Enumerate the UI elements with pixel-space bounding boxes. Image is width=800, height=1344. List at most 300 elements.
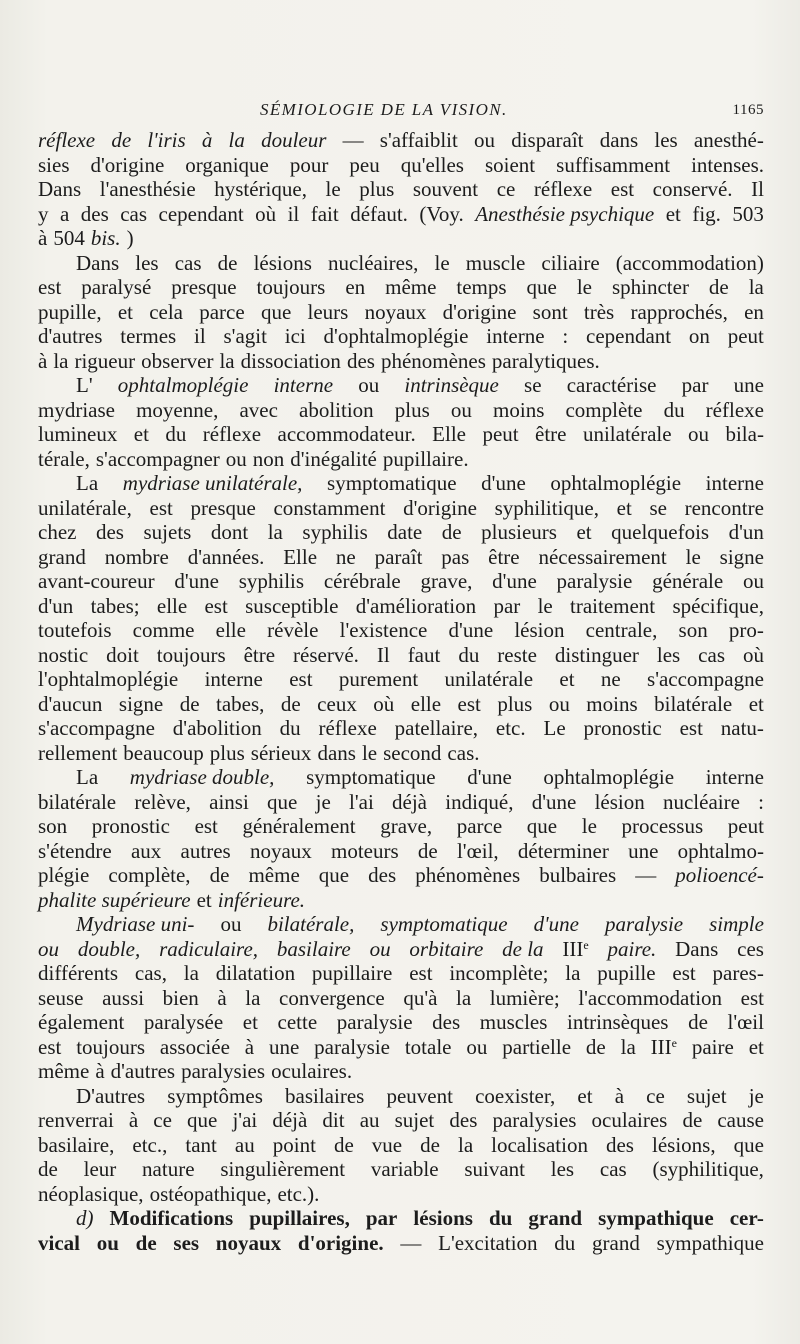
text-word: cause <box>717 1108 764 1132</box>
text-word: d'une <box>531 789 577 814</box>
text-line <box>38 153 764 178</box>
text-word: bila- <box>725 422 764 446</box>
text-word: polioencé- <box>675 863 764 887</box>
text-word: cas <box>698 642 725 667</box>
text-word: s'accompagne <box>647 667 764 691</box>
text-word: intenses. <box>691 152 764 177</box>
text-word: complète, <box>108 863 191 887</box>
text-word: les <box>550 1157 575 1181</box>
text-word: plus <box>394 397 430 422</box>
text-word: traitement <box>570 593 656 618</box>
text-line <box>38 912 764 937</box>
text-word: toujours <box>156 642 226 667</box>
text-word: intrinsèque <box>404 373 499 397</box>
text-word: interne <box>273 373 334 397</box>
text-word: le <box>581 814 597 838</box>
text-word: grand <box>38 544 86 569</box>
text-word: ) <box>126 226 134 250</box>
text-word: symptômes <box>167 1083 263 1108</box>
text-word: l'œil, <box>456 838 499 863</box>
text-word: réflexe <box>705 397 764 422</box>
text-word: caractérise <box>566 373 657 397</box>
text-word: convergence <box>279 985 385 1010</box>
text-word: que <box>260 299 292 324</box>
text-word: ou <box>742 569 764 593</box>
text-word: L' <box>76 373 93 397</box>
text-word: moins <box>586 691 638 716</box>
text-word: cas <box>174 250 202 275</box>
text-word: d'aucun <box>38 691 103 716</box>
text-word: et <box>665 201 681 226</box>
text-word: l'accommodation <box>578 985 723 1010</box>
text-line <box>38 1206 764 1231</box>
text-word: qu'elles <box>400 152 464 177</box>
text-word: d) <box>76 1206 94 1230</box>
text-word: presque <box>190 495 256 520</box>
text-word: en <box>744 299 764 324</box>
text-word: que <box>318 863 350 887</box>
text-word: que <box>526 814 558 838</box>
text-word: ne <box>335 544 356 569</box>
text-line <box>38 667 764 692</box>
text-word: sies <box>38 152 70 177</box>
text-word: (accommodation) <box>615 250 764 275</box>
text-word: Modifications <box>109 1206 234 1230</box>
text-word: — <box>342 128 364 152</box>
text-word: est <box>672 961 696 985</box>
text-word: est <box>204 593 228 618</box>
text-word: du <box>279 716 301 740</box>
text-word: bis. <box>90 226 121 250</box>
text-word: vue <box>371 1132 403 1157</box>
text-word: cela <box>149 299 183 324</box>
text-word: unilatérale <box>444 667 534 691</box>
text-word: spécifique, <box>672 593 764 618</box>
text-word: d'origine <box>442 299 517 324</box>
text-word: parce <box>199 299 245 324</box>
text-word: est <box>610 177 635 201</box>
text-word: elle <box>215 618 246 642</box>
text-word: souvent <box>412 177 479 201</box>
text-word: muscles <box>479 1010 548 1034</box>
text-word: par <box>493 593 521 618</box>
text-word: des <box>432 1010 461 1034</box>
text-word: point <box>272 1132 316 1157</box>
text-word: paralysie <box>314 1034 390 1059</box>
text-word: les <box>135 250 159 275</box>
text-word: du <box>663 397 685 422</box>
text-word: être <box>243 642 276 667</box>
text-word: ceux <box>317 691 357 716</box>
text-line <box>38 349 764 374</box>
text-word: réflexe <box>318 716 377 740</box>
text-word: d'inégalité <box>290 446 377 471</box>
text-word: noyaux <box>364 299 427 324</box>
text-word: chez <box>38 520 77 544</box>
text-line <box>38 814 764 839</box>
text-line <box>38 961 764 986</box>
text-word: très <box>583 299 615 324</box>
text-word: Elle <box>283 544 318 569</box>
text-word: défaut. <box>350 201 408 226</box>
text-word: interne <box>486 324 545 348</box>
text-word: rellement <box>38 740 118 765</box>
text-word: néoplasique, <box>38 1181 144 1206</box>
text-word: mydriase unilatérale, <box>122 471 303 495</box>
text-word: du <box>458 642 480 667</box>
text-word: je <box>748 1083 764 1108</box>
text-word: tabes; <box>90 593 140 618</box>
text-word: Il <box>376 642 390 667</box>
text-word: sphincter <box>611 275 689 299</box>
text-word: dit <box>322 1108 345 1132</box>
text-word: d'une <box>533 912 579 936</box>
text-word: qu'à <box>403 985 438 1010</box>
text-word: que <box>526 275 557 299</box>
text-word: dilatation <box>215 961 296 985</box>
text-word: sympathique <box>656 1230 764 1255</box>
text-word: phénomènes <box>380 348 486 373</box>
text-word: de <box>209 863 230 887</box>
text-word: disparaît <box>511 128 584 152</box>
text-word: syphilis <box>238 569 305 593</box>
text-word: d'origine <box>403 495 477 520</box>
text-word: abolition <box>299 397 374 422</box>
text-word: renverrai <box>38 1108 114 1132</box>
text-word: l'anesthésie <box>99 177 196 201</box>
text-word: oculaires <box>591 1108 668 1132</box>
text-word: à <box>128 1108 139 1132</box>
text-word: de <box>333 1132 354 1157</box>
text-word: Mydriase uni- <box>76 912 195 936</box>
text-word: de <box>708 275 729 299</box>
text-word: des <box>368 863 397 887</box>
text-word: où <box>255 201 277 226</box>
text-word: : <box>758 789 764 814</box>
text-word: ophtalmo- <box>677 838 764 863</box>
text-word: est <box>679 716 703 740</box>
text-word: se <box>524 373 542 397</box>
text-word: indiqué, <box>445 789 514 814</box>
text-word: unilatérale, <box>38 495 132 520</box>
text-word: des <box>346 348 375 373</box>
text-word: grave, <box>380 814 433 838</box>
text-word: plus <box>359 177 395 201</box>
text-word: dont <box>210 520 249 544</box>
text-line <box>38 447 764 472</box>
text-word: de <box>179 691 200 716</box>
text-word: etc., <box>132 1132 168 1157</box>
text-word: phalite supérieure <box>38 887 191 912</box>
text-word: d'années. <box>187 544 265 569</box>
text-word: pupillaire. <box>382 446 469 471</box>
text-word: peut <box>727 814 764 838</box>
text-word: rigueur <box>74 348 136 373</box>
text-word: conservé. <box>652 177 733 201</box>
text-line <box>38 692 764 717</box>
text-word: est <box>409 961 433 985</box>
text-word: hystérique, <box>214 177 307 201</box>
text-word: il <box>287 201 300 226</box>
text-word: bilatérale, <box>267 912 355 936</box>
text-word: ou <box>369 936 391 961</box>
text-word: le <box>434 250 450 275</box>
text-word: symptomatique <box>306 765 436 789</box>
text-word: d'abolition <box>172 716 262 740</box>
text-word: cas <box>599 1157 627 1181</box>
text-word: d'un <box>728 520 764 544</box>
text-word: lumière; <box>489 985 560 1010</box>
text-word: de <box>585 1034 606 1059</box>
text-word: ou <box>450 397 472 422</box>
text-word: son <box>38 814 68 838</box>
text-word: ce <box>496 177 516 201</box>
text-word: la <box>245 985 261 1010</box>
text-word: toujours <box>76 1034 146 1059</box>
text-word: s'accompagner <box>95 446 220 471</box>
text-word: les <box>656 642 681 667</box>
text-word: purement <box>338 667 419 691</box>
text-word: de <box>417 838 438 863</box>
text-line <box>38 1084 764 1109</box>
text-word: lésions, <box>652 1132 716 1157</box>
text-word: moteurs <box>331 838 399 863</box>
text-word: Le <box>543 716 566 740</box>
text-word: toujours <box>256 275 326 299</box>
text-word: ne <box>600 667 621 691</box>
text-word: où <box>742 642 764 667</box>
text-line <box>38 1010 764 1035</box>
text-word: lumineux <box>38 422 118 446</box>
text-word: muscle <box>465 250 526 275</box>
text-word: à <box>244 1034 255 1059</box>
text-word: et <box>616 495 632 520</box>
text-word: le <box>576 275 592 299</box>
text-word: sujet <box>394 1108 435 1132</box>
text-word: reste <box>497 642 537 667</box>
text-word: double, <box>77 936 141 961</box>
text-word: ainsi <box>209 789 249 814</box>
text-word: des <box>449 1108 478 1132</box>
text-word: même <box>385 275 437 299</box>
text-word: le <box>325 177 341 201</box>
text-word: des <box>605 1132 634 1157</box>
text-word: de la <box>502 936 544 961</box>
text-word: s'étendre <box>38 838 112 863</box>
text-word: peut <box>727 324 764 348</box>
text-line <box>38 324 764 349</box>
text-word: et <box>117 299 133 324</box>
text-word: paralysé <box>81 275 152 299</box>
text-word: de <box>135 1230 157 1255</box>
text-word: ophtalmoplégie <box>550 471 682 495</box>
text-word: nucléaires, <box>328 250 419 275</box>
text-line <box>38 300 764 325</box>
text-word: toutefois <box>38 618 112 642</box>
text-word: que <box>187 1108 218 1132</box>
text-word: aussi <box>102 985 145 1010</box>
text-word: — <box>635 863 657 887</box>
text-word: termes <box>120 324 177 348</box>
text-word: Dans <box>38 177 82 201</box>
text-word: date <box>387 520 423 544</box>
text-word: je <box>315 789 331 814</box>
text-word: parce <box>456 814 503 838</box>
text-word: révèle <box>267 618 319 642</box>
text-word: paralysie <box>556 569 633 593</box>
text-line <box>38 398 764 423</box>
text-word: générale <box>652 569 724 593</box>
text-word: cas. <box>447 740 480 765</box>
text-word: et <box>242 1010 258 1034</box>
text-word: radiculaire, <box>159 936 259 961</box>
text-word: de <box>688 1010 708 1034</box>
text-word: variable <box>370 1157 439 1181</box>
text-line <box>38 839 764 864</box>
text-word: être <box>535 422 567 446</box>
text-word: douleur <box>261 128 327 152</box>
text-word: la <box>456 985 472 1010</box>
text-word: ce <box>153 1108 172 1132</box>
text-line <box>38 128 764 153</box>
text-word: à <box>95 1059 105 1083</box>
text-word: la <box>565 961 581 985</box>
text-word: se <box>649 495 667 520</box>
text-word: cette <box>277 1010 318 1034</box>
text-word: Il <box>751 177 764 201</box>
text-word: oculaires. <box>271 1059 353 1083</box>
text-word: également <box>38 1010 125 1034</box>
text-word: lésions <box>253 250 312 275</box>
text-word: tant <box>185 1132 217 1157</box>
text-word: s'agit <box>223 324 267 348</box>
text-word: basilaire, <box>38 1132 115 1157</box>
text-word: cer- <box>729 1206 764 1230</box>
text-word: une <box>733 373 764 397</box>
text-line <box>38 1059 764 1084</box>
text-word: relève, <box>134 789 191 814</box>
text-word: suffisamment <box>556 152 671 177</box>
text-word: noyaux <box>215 1230 282 1255</box>
text-word: d'un <box>38 593 74 618</box>
text-word: la <box>219 348 235 373</box>
text-word: d'origine <box>90 152 165 177</box>
text-word: on <box>688 324 710 348</box>
text-word: etc.). <box>277 1181 320 1206</box>
text-word: cependant <box>586 324 672 348</box>
text-word: nostic <box>38 642 89 667</box>
text-word: s'accompagne <box>38 716 155 740</box>
text-word: est <box>457 691 481 716</box>
text-word: moyenne, <box>136 397 219 422</box>
running-head: SÉMIOLOGIE DE LA VISION. <box>260 100 508 119</box>
text-word: du <box>554 1230 576 1255</box>
text-word: la <box>228 128 245 152</box>
text-word: peuvent <box>386 1083 453 1108</box>
text-word: paralysie <box>604 912 684 936</box>
text-word: sympathique <box>598 1206 714 1230</box>
text-word: est <box>289 667 313 691</box>
text-word: seuse <box>38 985 84 1010</box>
text-word: de <box>420 1132 440 1157</box>
text-word: une <box>268 1034 300 1059</box>
text-word: avec <box>239 397 278 422</box>
text-word: inférieure. <box>217 887 306 912</box>
text-word: temps <box>456 275 507 299</box>
text-line <box>38 1108 764 1133</box>
text-word: distinguer <box>554 642 639 667</box>
text-word: La <box>76 471 99 495</box>
text-word: d'une <box>492 569 537 593</box>
text-word: rapprochés, <box>630 299 728 324</box>
text-word: il <box>194 324 206 348</box>
text-word: pupille, <box>38 299 102 324</box>
text-word: symptomatique <box>380 912 508 936</box>
text-word: ce <box>646 1083 665 1108</box>
text-word: ou <box>474 128 496 152</box>
text-line <box>38 373 764 398</box>
text-word: coexister, <box>475 1083 556 1108</box>
text-word: généralement <box>242 814 356 838</box>
text-word: interne <box>204 667 263 691</box>
text-word: vical <box>38 1230 80 1255</box>
text-word: localisation <box>491 1132 588 1157</box>
text-word: déjà <box>272 1108 308 1132</box>
text-word: cérébrale <box>323 569 401 593</box>
text-word: ou <box>548 691 570 716</box>
text-word: au <box>359 1108 380 1132</box>
text-word: une <box>628 838 659 863</box>
text-word: où <box>373 691 395 716</box>
text-word: organique <box>185 152 269 177</box>
text-word: fait <box>310 201 339 226</box>
text-word: la <box>267 520 283 544</box>
text-word: ou <box>38 936 59 961</box>
text-word: lésion <box>594 789 645 814</box>
text-word: de <box>280 691 301 716</box>
text-word: pronostic <box>91 814 170 838</box>
text-word: d'autres <box>110 1059 176 1083</box>
text-word: processus <box>621 814 704 838</box>
text-line <box>38 422 764 447</box>
text-word: presque <box>171 275 237 299</box>
text-word: est <box>194 814 218 838</box>
text-word: à <box>217 985 227 1010</box>
text-word: : <box>562 324 569 348</box>
text-word: tabes, <box>216 691 265 716</box>
text-line <box>38 1035 764 1060</box>
text-word: différents <box>38 961 119 985</box>
text-word: à <box>38 226 48 250</box>
text-word: grand <box>528 1206 583 1230</box>
text-word: de <box>441 520 462 544</box>
text-word: déjà <box>392 789 427 814</box>
text-word: IIIe <box>562 936 589 961</box>
text-word: être <box>488 544 520 569</box>
text-word: la <box>183 961 199 985</box>
text-word: d'amélioration <box>355 593 477 618</box>
text-word: son <box>678 618 708 642</box>
text-word: pupillaires, <box>249 1206 350 1230</box>
text-word: beaucoup <box>123 740 204 765</box>
text-word: du <box>165 422 187 446</box>
text-word: s'affaiblit <box>379 128 458 152</box>
text-word: unilatérale <box>582 422 672 446</box>
text-word: ou <box>96 1230 119 1255</box>
superscript: e <box>671 1035 677 1050</box>
text-word: de <box>682 1108 703 1132</box>
text-word: elle <box>410 691 442 716</box>
